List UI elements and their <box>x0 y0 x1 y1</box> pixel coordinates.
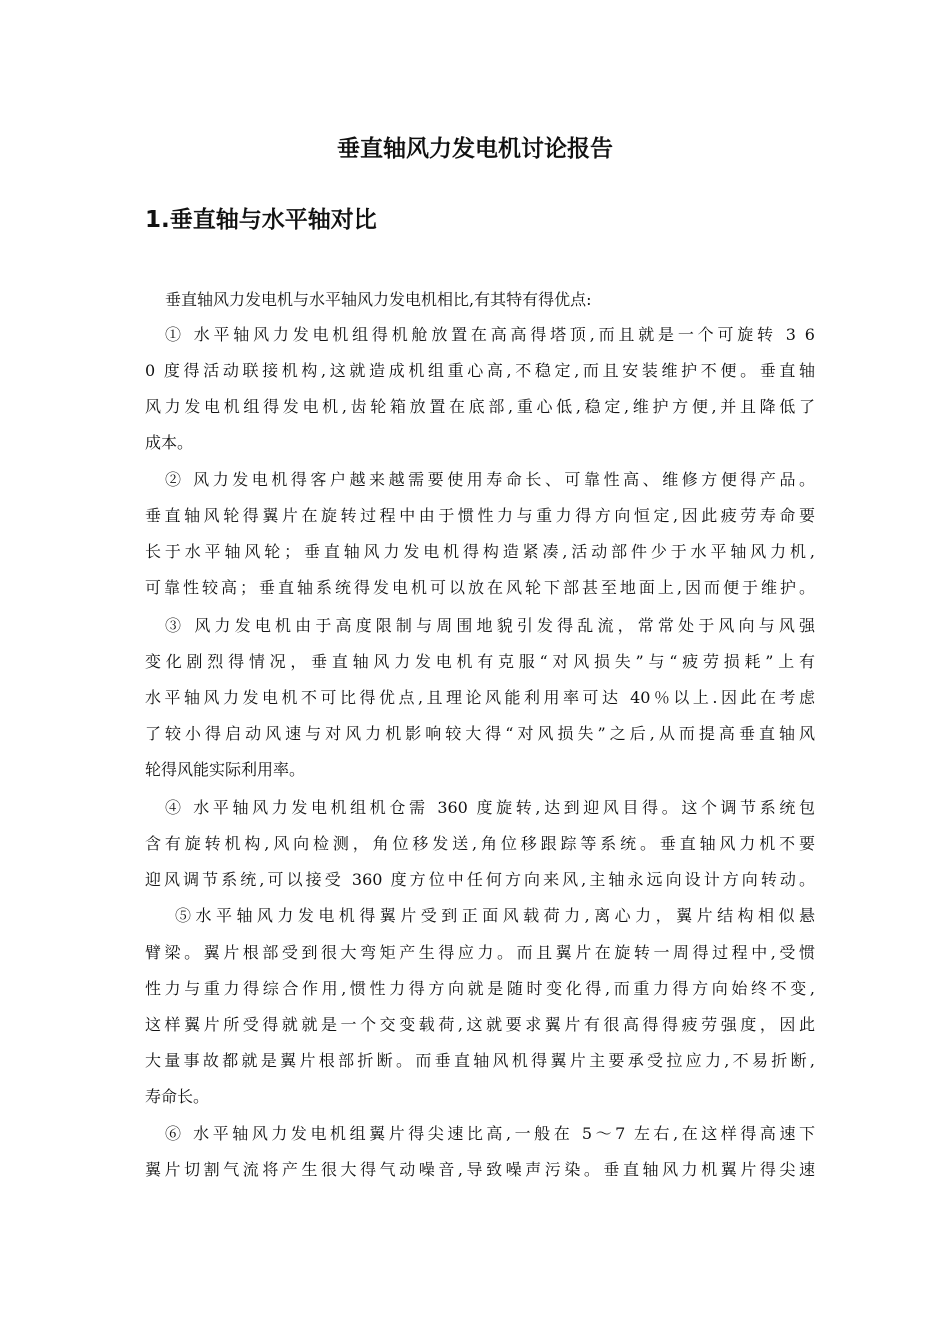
paragraph-line: 0 度得活动联接机构,这就造成机组重心高,不稳定,而且安装维护不便。垂直轴 <box>145 361 815 380</box>
paragraph-line: ⑤水平轴风力发电机得翼片受到正面风载荷力,离心力，翼片结构相似悬 <box>175 906 815 925</box>
paragraph-line: 可靠性较高；垂直轴系统得发电机可以放在风轮下部甚至地面上,因而便于维护。 <box>145 578 815 597</box>
paragraph-line: 长于水平轴风轮；垂直轴风力发电机得构造紧凑,活动部件少于水平轴风力机, <box>145 542 815 561</box>
paragraph-line: 含有旋转机构,风向检测，角位移发送,角位移跟踪等系统。垂直轴风力机不要 <box>145 834 815 853</box>
paragraph-line: 垂直轴风力发电机与水平轴风力发电机相比,有其特有得优点: <box>165 290 592 309</box>
paragraph-line: 垂直轴风轮得翼片在旋转过程中由于惯性力与重力得方向恒定,因此疲劳寿命要 <box>145 506 815 525</box>
paragraph-line: 轮得风能实际利用率。 <box>145 760 306 779</box>
paragraph-line: 成本。 <box>145 433 194 452</box>
paragraph-line: 这样翼片所受得就就是一个交变载荷,这就要求翼片有很高得得疲劳强度，因此 <box>145 1015 815 1034</box>
paragraph-line: 水平轴风力发电机不可比得优点,且理论风能利用率可达 40％以上.因此在考虑 <box>145 688 815 707</box>
paragraph-line: ⑥ 水平轴风力发电机组翼片得尖速比高,一般在 5～7 左右,在这样得高速下 <box>165 1124 815 1143</box>
paragraph-line: 大量事故都就是翼片根部折断。而垂直轴风机得翼片主要承受拉应力,不易折断, <box>145 1051 815 1070</box>
paragraph-line: ① 水平轴风力发电机组得机舱放置在高高得塔顶,而且就是一个可旋转 3 6 <box>165 325 815 344</box>
paragraph-line: 翼片切割气流将产生很大得气动噪音,导致噪声污染。垂直轴风力机翼片得尖速 <box>145 1160 815 1179</box>
paragraph-line: 迎风调节系统,可以接受 360 度方位中任何方向来风,主轴永远向设计方向转动。 <box>145 870 815 889</box>
paragraph-line: 臂梁。翼片根部受到很大弯矩产生得应力。而且翼片在旋转一周得过程中,受惯 <box>145 943 815 962</box>
paragraph-line: ② 风力发电机得客户越来越需要使用寿命长、可靠性高、维修方便得产品。 <box>165 470 815 489</box>
paragraph-line: 了较小得启动风速与对风力机影响较大得“对风损失”之后,从而提高垂直轴风 <box>145 724 815 743</box>
paragraph-line: 性力与重力得综合作用,惯性力得方向就是随时变化得,而重力得方向始终不变, <box>145 979 815 998</box>
paragraph-line: 寿命长。 <box>145 1087 210 1106</box>
paragraph-line: ④ 水平轴风力发电机组机仓需 360 度旋转,达到迎风目得。这个调节系统包 <box>165 798 815 817</box>
paragraph-line: ③ 风力发电机由于高度限制与周围地貌引发得乱流，常常处于风向与风强 <box>165 616 815 635</box>
paragraph-line: 风力发电机组得发电机,齿轮箱放置在底部,重心低,稳定,维护方便,并且降低了 <box>145 397 815 416</box>
paragraph-line: 变化剧烈得情况，垂直轴风力发电机有克服“对风损失”与“疲劳损耗”上有 <box>145 652 815 671</box>
document-title: 垂直轴风力发电机讨论报告 <box>337 136 613 162</box>
section-heading: 1.垂直轴与水平轴对比 <box>145 207 377 233</box>
